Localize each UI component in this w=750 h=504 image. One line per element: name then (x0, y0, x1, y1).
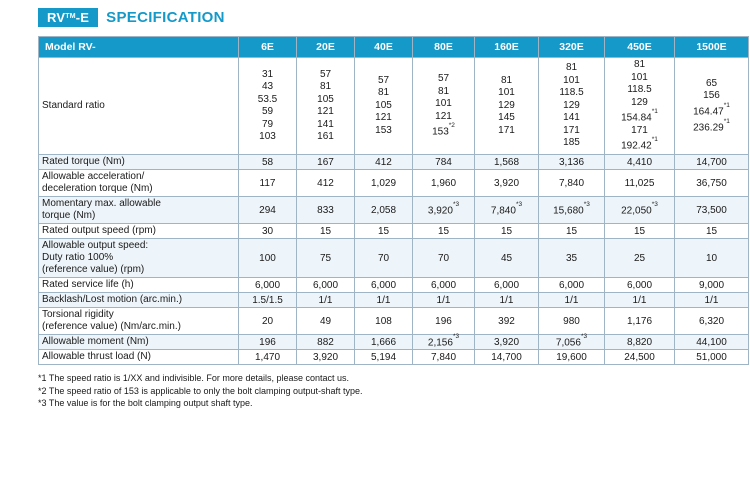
table-cell: 1/1 (605, 293, 675, 308)
table-cell: 1/1 (539, 293, 605, 308)
column-header-6e: 6E (239, 37, 297, 58)
table-row (39, 239, 749, 278)
table-cell: 412 (297, 170, 355, 197)
table-cell: 117 (239, 170, 297, 197)
badge-text: RV (47, 9, 66, 25)
table-row (39, 155, 749, 170)
table-cell: 6,000 (239, 278, 297, 293)
table-cell: 6,000 (475, 278, 539, 293)
row-label: Backlash/Lost motion (arc.min.) (39, 293, 239, 308)
row-label: Allowable thrust load (N) (39, 350, 239, 365)
table-cell: 19,600 (539, 350, 605, 365)
spec-page (0, 4, 750, 504)
row-label: Momentary max. allowable torque (Nm) (39, 197, 239, 224)
specification-table (38, 36, 749, 365)
table-cell: 1,470 (239, 350, 297, 365)
table-cell: 15 (413, 224, 475, 239)
column-header-80e: 80E (413, 37, 475, 58)
table-cell: 11,025 (605, 170, 675, 197)
table-cell: 392 (475, 308, 539, 335)
table-cell: 3,920 (475, 335, 539, 350)
table-cell: 3,920 (475, 170, 539, 197)
row-label: Allowable output speed: Duty ratio 100% (reference value) (rpm) (39, 239, 239, 278)
table-cell: 73,500 (675, 197, 749, 224)
table-body (39, 58, 749, 365)
table-cell: 5,194 (355, 350, 413, 365)
table-cell: 14,700 (475, 350, 539, 365)
table-cell: 1,568 (475, 155, 539, 170)
footnote: *3 The value is for the bolt clamping output shaft type. (38, 398, 253, 409)
table-cell: 108 (355, 308, 413, 335)
table-cell: 15 (297, 224, 355, 239)
table-cell: 1,960 (413, 170, 475, 197)
table-cell: 81 101 118.5 129 141 171 185 (539, 58, 605, 155)
table-cell: 3,920 (297, 350, 355, 365)
table-cell: 9,000 (675, 278, 749, 293)
table-cell: 81 101 118.5 129 154.84$^{*1}$ 171 192.42$^{*1}$ (605, 58, 675, 155)
footnote: *2 The speed ratio of 153 is applicable to only the bolt clamping output-shaft type. (38, 385, 363, 396)
table-cell: 1/1 (355, 293, 413, 308)
table-cell: 3,920$^{*3}$ (413, 197, 475, 224)
table-cell: 3,136 (539, 155, 605, 170)
table-cell: 20 (239, 308, 297, 335)
table-header-row (39, 37, 749, 58)
table-cell: 22,050$^{*3}$ (605, 197, 675, 224)
table-cell: 784 (413, 155, 475, 170)
table-cell: 412 (355, 155, 413, 170)
column-header-20e: 20E (297, 37, 355, 58)
table-cell: 45 (475, 239, 539, 278)
table-cell: 65 156 164.47$^{*1}$ 236.29$^{*1}$ (675, 58, 749, 155)
table-cell: 8,820 (605, 335, 675, 350)
column-header-40e: 40E (355, 37, 413, 58)
table-cell: 167 (297, 155, 355, 170)
table-cell: 7,840 (539, 170, 605, 197)
table-cell: 1/1 (297, 293, 355, 308)
footnotes (38, 372, 740, 410)
table-row (39, 224, 749, 239)
table-row (39, 350, 749, 365)
table-cell: 980 (539, 308, 605, 335)
table-row (39, 308, 749, 335)
table-cell: 2,156$^{*3}$ (413, 335, 475, 350)
table-cell: 75 (297, 239, 355, 278)
table-row (39, 335, 749, 350)
table-cell: 25 (605, 239, 675, 278)
product-badge (38, 8, 98, 27)
table-cell: 196 (239, 335, 297, 350)
table-cell: 294 (239, 197, 297, 224)
table-cell: 2,058 (355, 197, 413, 224)
column-header-320e: 320E (539, 37, 605, 58)
table-cell: 882 (297, 335, 355, 350)
table-cell: 1,176 (605, 308, 675, 335)
table-row (39, 170, 749, 197)
table-cell: 833 (297, 197, 355, 224)
table-cell: 7,056$^{*3}$ (539, 335, 605, 350)
footnote: *1 The speed ratio is 1/XX and indivisible. For more details, please contact us. (38, 373, 350, 384)
row-label: Allowable moment (Nm) (39, 335, 239, 350)
column-header-450e: 450E (605, 37, 675, 58)
table-cell: 31 43 53.5 59 79 103 (239, 58, 297, 155)
table-cell: 15,680$^{*3}$ (539, 197, 605, 224)
table-cell: 70 (355, 239, 413, 278)
table-cell: 57 81 105 121 153 (355, 58, 413, 155)
table-cell: 7,840$^{*3}$ (475, 197, 539, 224)
table-row (39, 197, 749, 224)
table-cell: 51,000 (675, 350, 749, 365)
badge-suffix: -E (75, 9, 90, 25)
table-cell: 15 (605, 224, 675, 239)
table-cell: 10 (675, 239, 749, 278)
table-cell: 58 (239, 155, 297, 170)
table-cell: 7,840 (413, 350, 475, 365)
page-title: SPECIFICATION (106, 8, 225, 26)
table-cell: 35 (539, 239, 605, 278)
table-cell: 57 81 105 121 141 161 (297, 58, 355, 155)
column-header-1500e: 1500E (675, 37, 749, 58)
column-header-160e: 160E (475, 37, 539, 58)
table-cell: 1/1 (675, 293, 749, 308)
table-cell: 15 (475, 224, 539, 239)
row-label: Allowable acceleration/ deceleration torque (Nm) (39, 170, 239, 197)
badge-trademark: TM (65, 12, 76, 20)
table-cell: 15 (539, 224, 605, 239)
table-cell: 6,000 (413, 278, 475, 293)
row-label: Rated output speed (rpm) (39, 224, 239, 239)
row-label: Rated service life (h) (39, 278, 239, 293)
table-cell: 6,000 (539, 278, 605, 293)
table-cell: 1,029 (355, 170, 413, 197)
table-cell: 1/1 (475, 293, 539, 308)
table-row (39, 293, 749, 308)
table-cell: 24,500 (605, 350, 675, 365)
column-header-model: Model RV- (39, 37, 239, 58)
table-cell: 36,750 (675, 170, 749, 197)
table-cell: 6,000 (605, 278, 675, 293)
row-label: Standard ratio (39, 58, 239, 155)
table-cell: 4,410 (605, 155, 675, 170)
table-cell: 49 (297, 308, 355, 335)
table-cell: 6,320 (675, 308, 749, 335)
table-cell: 15 (675, 224, 749, 239)
table-cell: 81 101 129 145 171 (475, 58, 539, 155)
table-cell: 6,000 (355, 278, 413, 293)
table-cell: 6,000 (297, 278, 355, 293)
table-cell: 14,700 (675, 155, 749, 170)
table-cell: 30 (239, 224, 297, 239)
table-cell: 1/1 (413, 293, 475, 308)
row-label: Rated torque (Nm) (39, 155, 239, 170)
table-cell: 1.5/1.5 (239, 293, 297, 308)
table-cell: 1,666 (355, 335, 413, 350)
table-row (39, 278, 749, 293)
table-cell: 57 81 101 121 153$^{*2}$ (413, 58, 475, 155)
row-label: Torsional rigidity (reference value) (Nm/arc.min.) (39, 308, 239, 335)
table-cell: 196 (413, 308, 475, 335)
table-cell: 100 (239, 239, 297, 278)
page-header (10, 4, 740, 30)
table-cell: 44,100 (675, 335, 749, 350)
table-row (39, 58, 749, 155)
table-cell: 15 (355, 224, 413, 239)
table-cell: 70 (413, 239, 475, 278)
